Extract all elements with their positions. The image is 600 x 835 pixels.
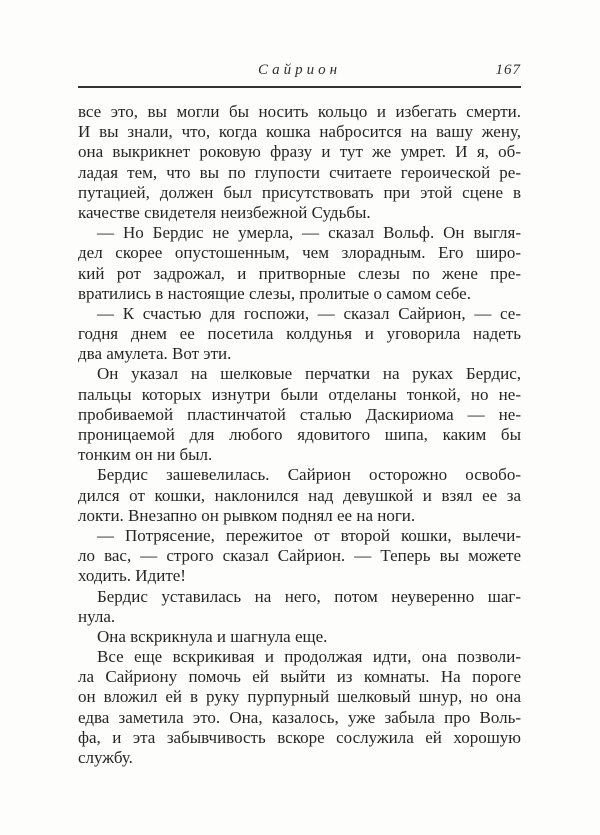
text-line: Она вскрикнула и шагнула еще. bbox=[97, 626, 328, 646]
text-line: локти. Внезапно он рывком поднял ее на ноги. bbox=[78, 505, 416, 525]
text-line: все это, вы могли бы носить кольцо и избегать смерти. bbox=[78, 102, 521, 121]
running-head bbox=[78, 60, 521, 82]
text-line: ладая тем, что вы по глупости считаете героической ре- bbox=[78, 162, 521, 182]
page-body bbox=[78, 102, 521, 768]
text-line: путацией, должен был присутствовать при этой сцене в bbox=[78, 182, 521, 202]
text-line: кий рот задрожал, и притворные слезы по жене пре- bbox=[78, 263, 521, 283]
text-line: — К счастью для госпожи, — сказал Сайрион, — се- bbox=[97, 303, 521, 323]
text-line: проницаемой для любого ядовитого шипа, каким бы bbox=[78, 425, 521, 444]
text-line: Бердис уставилась на него, потом неуверенно шаг- bbox=[97, 586, 521, 606]
text-line: И вы знали, что, когда кошка набросится на вашу жену, bbox=[78, 122, 521, 142]
text-line: нула. bbox=[78, 606, 116, 626]
text-line: пробиваемой пластинчатой сталью Даскириома — не- bbox=[78, 404, 521, 424]
text-line: ло вас, — строго сказал Сайрион. — Теперь вы можете bbox=[78, 546, 521, 566]
running-head-title: Сайрион bbox=[257, 62, 342, 78]
text-line: вратились в настоящие слезы, пролитые о самом себе. bbox=[78, 283, 471, 303]
text-line: ла Сайриону помочь ей выйти из комнаты. На пороге bbox=[78, 667, 521, 687]
text-line: — Но Бердис не умерла, — сказал Вольф. Он выгля- bbox=[97, 223, 521, 243]
text-line: Бердис зашевелилась. Сайрион осторожно освобо- bbox=[97, 465, 521, 485]
page-content bbox=[78, 60, 521, 768]
text-line: фа, и эта забывчивость вскоре сослужила ей хорошую bbox=[78, 727, 521, 747]
text-line: два амулета. Вот эти. bbox=[78, 344, 232, 364]
text-line: она выкрикнет роковую фразу и тут же умрет. И я, об- bbox=[78, 142, 521, 162]
text-line: службу. bbox=[78, 748, 133, 767]
text-line: он вложил ей в руку пурпурный шелковый шнур, но она bbox=[78, 687, 521, 707]
text-line: тонким он ни был. bbox=[78, 445, 213, 465]
header-rule bbox=[78, 86, 521, 88]
page-number: 167 bbox=[495, 62, 521, 78]
text-line: — Потрясение, пережитое от второй кошки, вылечи- bbox=[97, 525, 521, 545]
text-line: годня днем ее посетила колдунья и уговорила надеть bbox=[78, 324, 521, 344]
text-line: Все еще вскрикивая и продолжая идти, она позволи- bbox=[97, 647, 521, 667]
text-line: дел скорее опустошенным, чем злорадным. Его широ- bbox=[78, 243, 521, 263]
text-line: едва заметила это. Она, казалось, уже забыла про Воль- bbox=[78, 707, 521, 727]
text-line: Он указал на шелковые перчатки на руках Бердис, bbox=[97, 364, 521, 384]
text-line: дился от кошки, наклонился над девушкой и взял ее за bbox=[78, 485, 521, 505]
text-line: качестве свидетеля неизбежной Судьбы. bbox=[78, 202, 371, 222]
text-line: пальцы которых изнутри были отделаны тонкой, но не- bbox=[78, 384, 521, 404]
text-line: ходить. Идите! bbox=[78, 566, 186, 586]
